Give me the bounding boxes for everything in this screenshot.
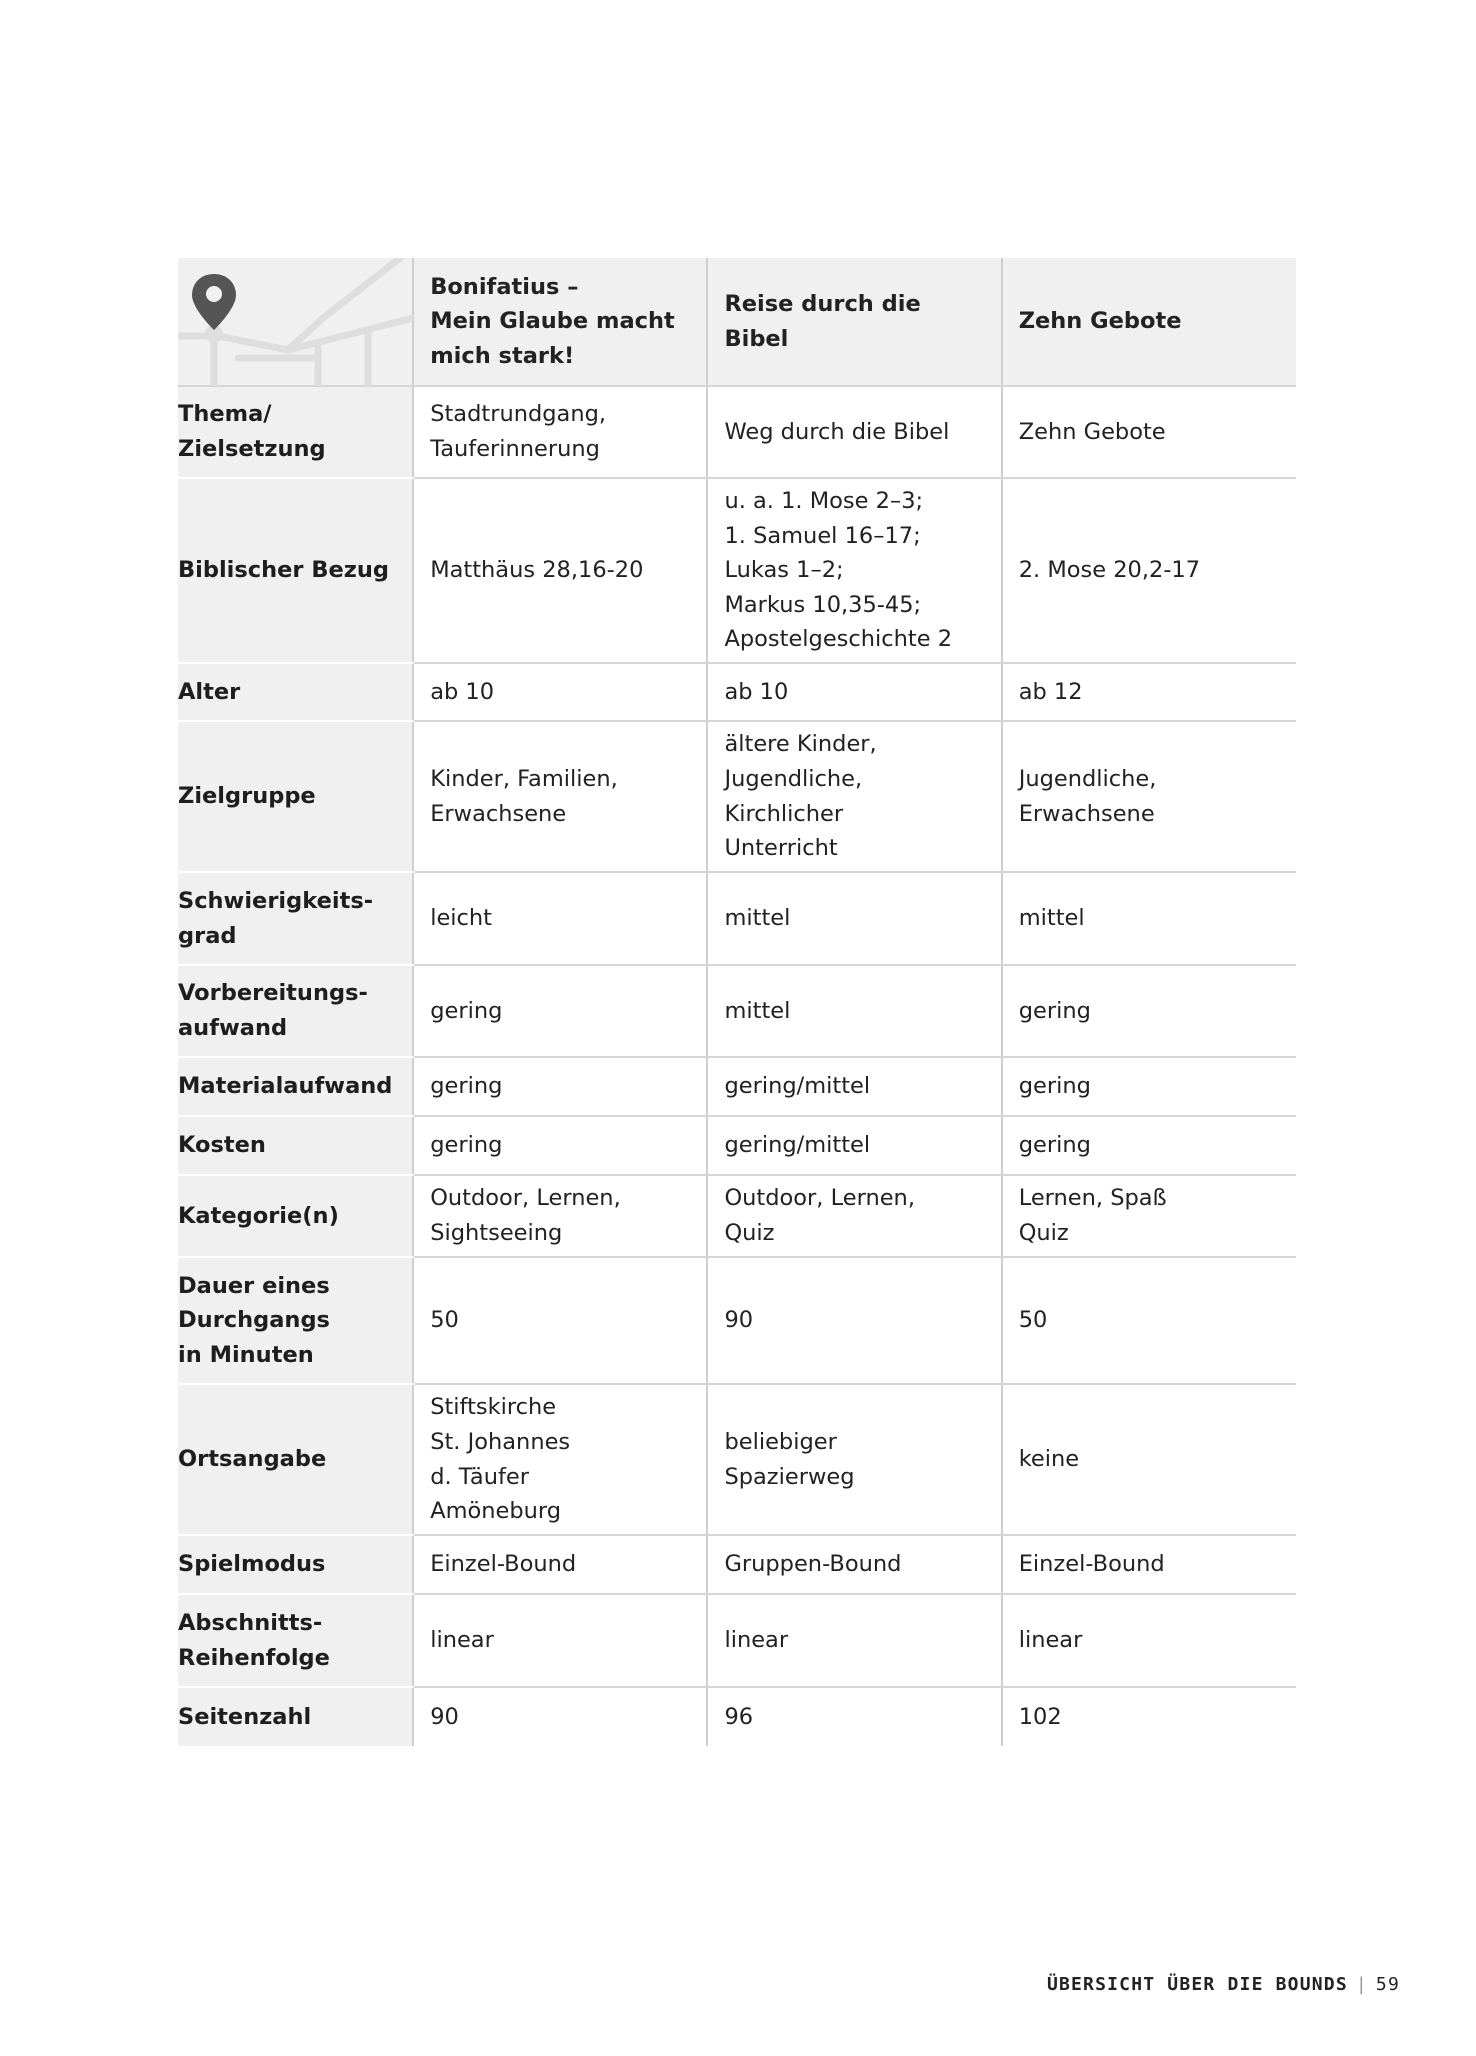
table-row — [178, 1116, 1296, 1175]
cell-text: Jugendliche, Erwachsene — [1018, 765, 1157, 827]
cell-text: gering — [1018, 997, 1091, 1024]
row-label-text: Materialaufwand — [178, 1073, 393, 1100]
table-cell — [1002, 872, 1296, 965]
column-header-text: Zehn Gebote — [1018, 308, 1182, 335]
table-row — [178, 721, 1296, 872]
table-row — [178, 1594, 1296, 1687]
row-label-text: Kategorie(n) — [178, 1202, 339, 1229]
map-pin-icon — [178, 258, 413, 386]
table-cell — [413, 1116, 707, 1175]
cell-text: ab 10 — [724, 678, 789, 705]
table-cell — [707, 1057, 1001, 1116]
row-label — [178, 721, 413, 872]
table-cell — [413, 1687, 707, 1746]
cell-text: 50 — [430, 1307, 459, 1334]
row-label-text: Spielmodus — [178, 1551, 326, 1578]
table-row — [178, 1257, 1296, 1384]
table-cell — [707, 1175, 1001, 1257]
table-cell — [707, 386, 1001, 478]
row-label-text: Thema/ Zielsetzung — [178, 401, 326, 462]
table-cell — [413, 1535, 707, 1594]
table-row — [178, 478, 1296, 663]
cell-text: Stadtrundgang, Tauferinnerung — [430, 401, 607, 462]
table-cell — [413, 386, 707, 478]
row-label-text: Schwierigkeits- grad — [178, 887, 374, 949]
table-cell — [413, 478, 707, 663]
table-cell — [707, 1384, 1001, 1535]
row-label — [178, 1384, 413, 1535]
cell-text: 2. Mose 20,2-17 — [1018, 557, 1201, 584]
table-row — [178, 965, 1296, 1057]
cell-text: u. a. 1. Mose 2–3; 1. Samuel 16–17; Lukas 1–2; Markus 10,35-45; Apostelgeschichte 2 — [724, 488, 953, 653]
row-label-text: Kosten — [178, 1132, 266, 1159]
cell-text: mittel — [724, 905, 791, 932]
map-corner — [178, 258, 413, 386]
column-header — [1002, 258, 1296, 386]
cell-text: leicht — [430, 905, 493, 932]
row-label — [178, 386, 413, 478]
cell-text: 90 — [724, 1307, 754, 1334]
cell-text: Zehn Gebote — [1018, 418, 1166, 445]
table-row — [178, 1687, 1296, 1746]
cell-text: gering — [1018, 1132, 1091, 1159]
cell-text: Stiftskirche St. Johannes d. Täufer Amöneburg — [430, 1394, 571, 1525]
table-cell — [1002, 721, 1296, 872]
cell-text: Matthäus 28,16-20 — [430, 557, 644, 584]
overview-table — [178, 258, 1296, 1746]
footer-title: ÜBERSICHT ÜBER DIE BOUNDS — [1046, 1974, 1348, 1995]
table-cell — [413, 1384, 707, 1535]
table-cell — [1002, 1535, 1296, 1594]
cell-text: Einzel-Bound — [430, 1551, 577, 1578]
table-cell — [1002, 663, 1296, 721]
cell-text: ältere Kinder, Jugendliche, Kirchlicher Unterricht — [724, 731, 877, 862]
cell-text: ab 12 — [1018, 678, 1083, 705]
table-row — [178, 872, 1296, 965]
row-label-text: Seitenzahl — [178, 1703, 312, 1730]
row-label — [178, 965, 413, 1057]
table-cell — [1002, 1057, 1296, 1116]
column-header-text: Bonifatius – Mein Glaube macht mich stark! — [430, 273, 675, 369]
row-label-text: Ortsangabe — [178, 1446, 327, 1473]
table-cell — [707, 721, 1001, 872]
cell-text: gering — [430, 1073, 503, 1100]
row-label — [178, 1594, 413, 1687]
cell-text: gering — [430, 997, 503, 1024]
table-cell — [413, 1594, 707, 1687]
cell-text: 90 — [430, 1703, 459, 1730]
table-cell — [707, 1257, 1001, 1384]
cell-text: mittel — [724, 997, 791, 1024]
column-header-text: Reise durch die Bibel — [724, 290, 921, 352]
cell-text: gering — [430, 1132, 503, 1159]
cell-text: Gruppen-Bound — [724, 1551, 902, 1578]
cell-text: Einzel-Bound — [1018, 1551, 1165, 1578]
table-cell — [1002, 1175, 1296, 1257]
table-cell — [707, 478, 1001, 663]
column-header — [707, 258, 1001, 386]
table-cell — [1002, 1384, 1296, 1535]
table-row — [178, 386, 1296, 478]
table-cell — [1002, 478, 1296, 663]
table-cell — [413, 663, 707, 721]
cell-text: gering/mittel — [724, 1132, 871, 1159]
table-cell — [1002, 965, 1296, 1057]
row-label-text: Vorbereitungs- aufwand — [178, 980, 368, 1041]
row-label-text: Zielgruppe — [178, 783, 316, 810]
cell-text: ab 10 — [430, 678, 495, 705]
table-cell — [1002, 1257, 1296, 1384]
row-label — [178, 1175, 413, 1257]
cell-text: Outdoor, Lernen, Sightseeing — [430, 1185, 621, 1246]
header-row — [178, 258, 1296, 386]
cell-text: gering — [1018, 1073, 1091, 1100]
row-label — [178, 1687, 413, 1746]
cell-text: Kinder, Familien, Erwachsene — [430, 765, 618, 827]
cell-text: linear — [430, 1627, 494, 1654]
cell-text: 96 — [724, 1703, 754, 1730]
table-cell — [413, 1257, 707, 1384]
row-label — [178, 1057, 413, 1116]
table-cell — [707, 1535, 1001, 1594]
table-cell — [1002, 1687, 1296, 1746]
row-label-text: Dauer eines Durchgangs in Minuten — [178, 1272, 330, 1368]
row-label-text: Biblischer Bezug — [178, 557, 389, 584]
row-label — [178, 872, 413, 965]
row-label-text: Abschnitts- Reihenfolge — [178, 1609, 330, 1671]
row-label — [178, 1535, 413, 1594]
table-cell — [1002, 1594, 1296, 1687]
page-number: 59 — [1375, 1974, 1400, 1995]
cell-text: linear — [724, 1627, 789, 1654]
table-row — [178, 663, 1296, 721]
table-cell — [707, 663, 1001, 721]
cell-text: linear — [1018, 1627, 1083, 1654]
cell-text: gering/mittel — [724, 1073, 871, 1100]
table-cell — [413, 1057, 707, 1116]
cell-text: mittel — [1018, 905, 1085, 932]
table-cell — [707, 965, 1001, 1057]
table-row — [178, 1057, 1296, 1116]
table-cell — [707, 1116, 1001, 1175]
column-header — [413, 258, 707, 386]
footer-separator: | — [1355, 1974, 1368, 1995]
table-cell — [413, 1175, 707, 1257]
row-label — [178, 1116, 413, 1175]
row-label-text: Alter — [178, 678, 241, 705]
cell-text: keine — [1018, 1446, 1080, 1473]
table-row — [178, 1535, 1296, 1594]
row-label — [178, 1257, 413, 1384]
cell-text: 102 — [1018, 1703, 1062, 1730]
table-cell — [707, 872, 1001, 965]
table-cell — [413, 721, 707, 872]
table-cell — [707, 1687, 1001, 1746]
table-cell — [413, 872, 707, 965]
table-cell — [413, 965, 707, 1057]
table-cell — [707, 1594, 1001, 1687]
cell-text: Lernen, Spaß Quiz — [1018, 1185, 1167, 1246]
cell-text: Outdoor, Lernen, Quiz — [724, 1185, 915, 1246]
cell-text: Weg durch die Bibel — [724, 418, 950, 445]
cell-text: beliebiger Spazierweg — [724, 1428, 855, 1490]
table-cell — [1002, 386, 1296, 478]
row-label — [178, 478, 413, 663]
table-row — [178, 1175, 1296, 1257]
table-cell — [1002, 1116, 1296, 1175]
table-row — [178, 1384, 1296, 1535]
row-label — [178, 663, 413, 721]
page-footer — [1047, 1974, 1400, 1995]
cell-text: 50 — [1018, 1307, 1048, 1334]
